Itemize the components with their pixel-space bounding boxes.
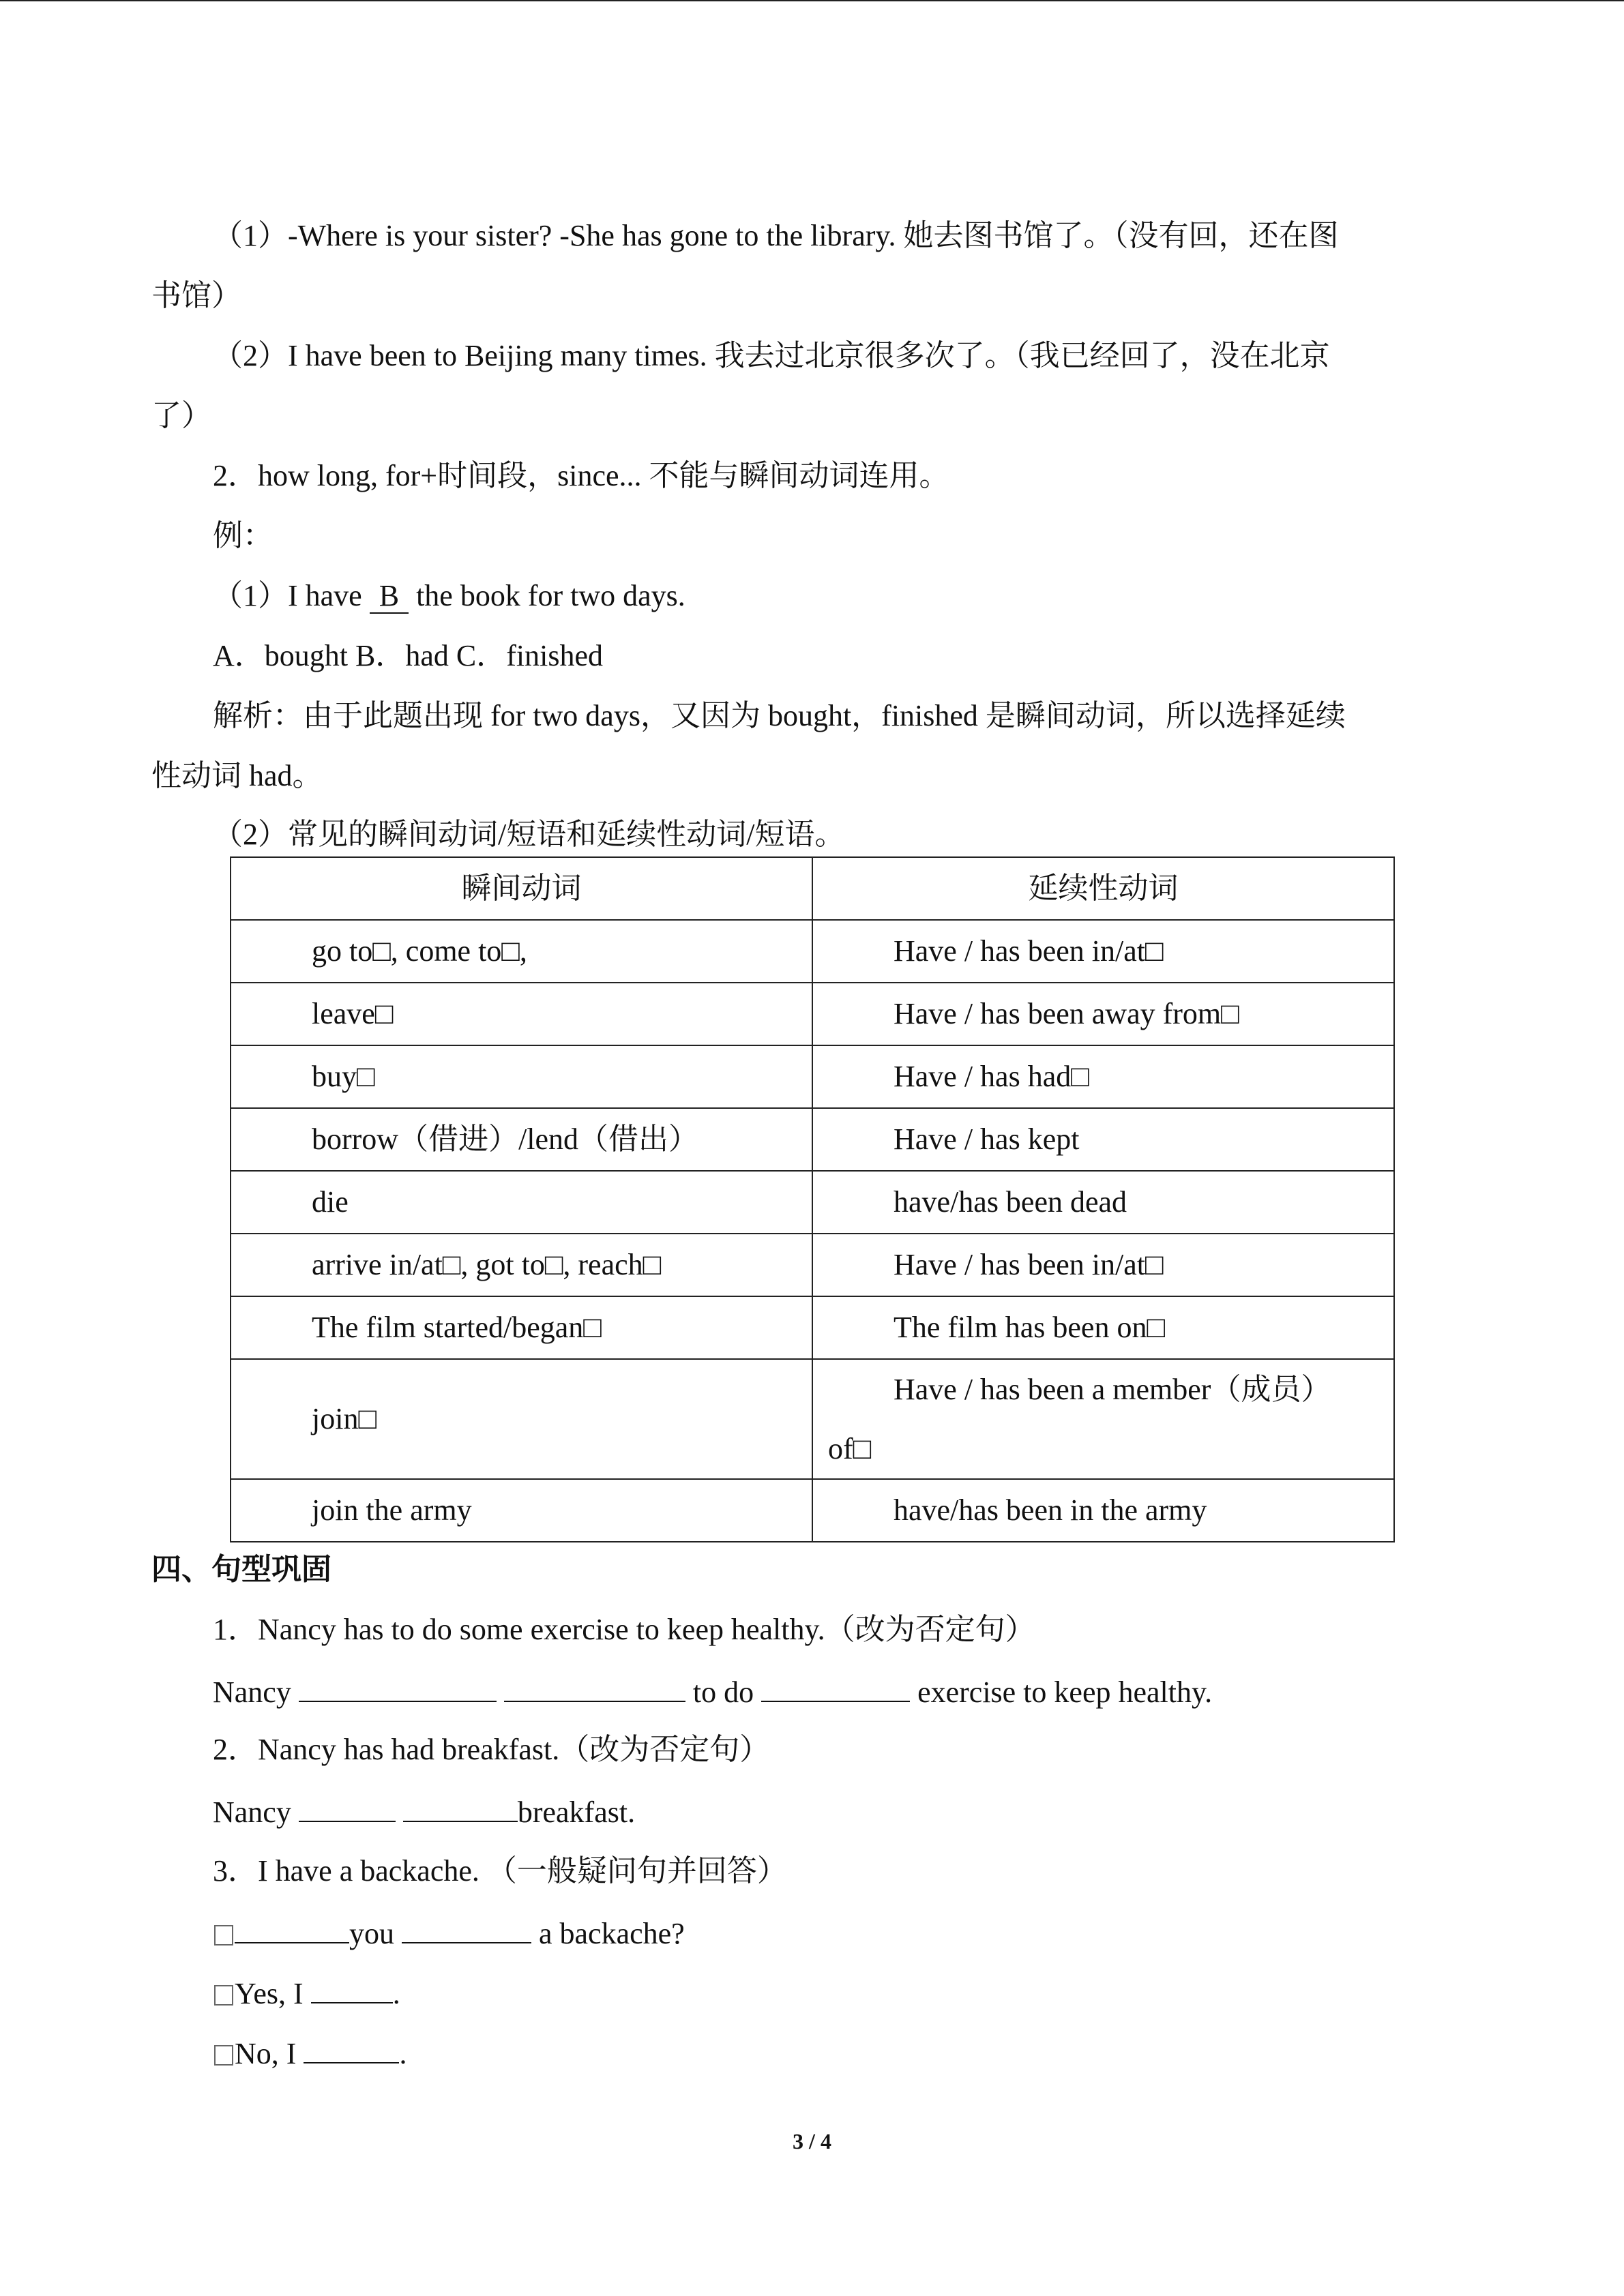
- cell-continuous: have/has been dead: [812, 1171, 1394, 1234]
- example-1-line-2: 书馆）: [151, 279, 241, 312]
- table-caption: （2）常见的瞬间动词/短语和延续性动词/短语。: [213, 818, 845, 851]
- cell-continuous: Have / has kept: [812, 1108, 1394, 1171]
- exercise-3-yes-text: Yes, I: [235, 1977, 304, 2010]
- cell-continuous: have/has been in the army: [812, 1479, 1394, 1542]
- exercise-3-blank-2[interactable]: [402, 1915, 531, 1943]
- cell-continuous: Have / has been in/at□: [812, 1234, 1394, 1296]
- cell-continuous-line-1: Have / has been a member（成员）: [894, 1373, 1331, 1406]
- point-2: 2．how long, for+时间段，since... 不能与瞬间动词连用。: [213, 459, 949, 492]
- exercise-2-prompt: 2．Nancy has had breakfast.（改为否定句）: [213, 1733, 770, 1766]
- analysis-line-1: 解析：由于此题出现 for two days，又因为 bought，finished 是瞬间动词，所以选择延续: [213, 699, 1346, 732]
- cell-continuous: Have / has been away from□: [812, 983, 1394, 1045]
- cell-instant: leave□: [231, 983, 812, 1045]
- cell-instant: buy□: [231, 1045, 812, 1108]
- exercise-1-answer-line: [213, 1663, 1536, 1723]
- question-1-text-after: the book for two days.: [409, 579, 685, 612]
- cell-continuous-line-2: of□: [828, 1432, 872, 1465]
- table-row: [231, 1479, 1394, 1542]
- exercise-1-blank-3[interactable]: [761, 1673, 910, 1702]
- table-row: [231, 1171, 1394, 1234]
- table-header-row: [231, 857, 1394, 920]
- example-2-line-1: （2）I have been to Beijing many times. 我去过北京很多次了。（我已经回了，没在北京: [213, 339, 1330, 372]
- exercise-1-part-3: exercise to keep healthy.: [917, 1675, 1213, 1709]
- example-label: 例：: [213, 519, 273, 552]
- cell-instant: borrow（借进）/lend（借出）: [231, 1108, 812, 1171]
- table-row: [231, 983, 1394, 1045]
- exercise-3-yes-line: [213, 1964, 1536, 2024]
- exercise-2-blank-2[interactable]: [403, 1793, 518, 1822]
- question-1-options: A．bought B．had C．finished: [213, 639, 603, 672]
- question-1: [213, 566, 1536, 626]
- exercise-2-part-1: Nancy: [213, 1795, 291, 1829]
- example-2-line-2: 了）: [151, 399, 211, 432]
- exercise-2-answer-line: [213, 1783, 1536, 1843]
- question-1-answer: B: [370, 579, 409, 614]
- table-row: [231, 1045, 1394, 1108]
- placeholder-box: [214, 1985, 233, 2006]
- cell-instant: The film started/began□: [231, 1296, 812, 1359]
- table-row: [231, 1296, 1394, 1359]
- exercise-1-blank-1[interactable]: [299, 1673, 497, 1702]
- cell-continuous: [812, 1359, 1394, 1479]
- table-row: [231, 1234, 1394, 1296]
- table-row: [231, 920, 1394, 983]
- exercise-3-no-period: .: [399, 2037, 407, 2070]
- page-number: 3 / 4: [793, 2129, 831, 2153]
- exercise-2-blank-1[interactable]: [299, 1793, 396, 1822]
- table-row: [231, 1359, 1394, 1479]
- exercise-1-part-1: Nancy: [213, 1675, 291, 1709]
- cell-continuous: The film has been on□: [812, 1296, 1394, 1359]
- exercise-3-yes-period: .: [392, 1977, 400, 2010]
- exercise-3-question-line: [213, 1904, 1536, 1964]
- exercise-3-blank-1[interactable]: [235, 1915, 349, 1943]
- cell-instant: die: [231, 1171, 812, 1234]
- exercise-3-no-blank[interactable]: [304, 2035, 399, 2063]
- placeholder-box: [214, 1925, 233, 1945]
- exercise-3-part-2: a backache?: [539, 1917, 685, 1950]
- exercise-1-prompt: 1．Nancy has to do some exercise to keep healthy.（改为否定句）: [213, 1613, 1035, 1646]
- placeholder-box: [214, 2045, 233, 2066]
- header-continuous-verbs: 延续性动词: [812, 857, 1394, 920]
- exercise-3-no-text: No, I: [235, 2037, 297, 2070]
- table-row: [231, 1108, 1394, 1171]
- analysis-line-2: 性动词 had。: [151, 759, 323, 792]
- exercise-1-blank-2[interactable]: [504, 1673, 685, 1702]
- header-instant-verbs: 瞬间动词: [231, 857, 812, 920]
- exercise-3-prompt: 3．I have a backache. （一般疑问句并回答）: [213, 1854, 787, 1888]
- exercise-3-yes-blank[interactable]: [311, 1975, 393, 2003]
- exercise-3-no-line: [213, 2024, 1536, 2084]
- section-four-heading: 四、句型巩固: [151, 1552, 331, 1587]
- cell-instant: arrive in/at□, got to□, reach□: [231, 1234, 812, 1296]
- cell-instant: join□: [231, 1359, 812, 1479]
- cell-continuous: Have / has had□: [812, 1045, 1394, 1108]
- cell-instant: go to□, come to□,: [231, 920, 812, 983]
- exercise-1-part-2: to do: [692, 1675, 754, 1709]
- question-1-text-before: （1）I have: [213, 579, 370, 612]
- exercise-2-part-2: breakfast.: [517, 1795, 636, 1829]
- verb-table: [230, 856, 1395, 1542]
- cell-instant: join the army: [231, 1479, 812, 1542]
- example-1-line-1: （1）-Where is your sister? -She has gone to the library. 她去图书馆了。（没有回，还在图: [213, 219, 1339, 252]
- cell-continuous: Have / has been in/at□: [812, 920, 1394, 983]
- exercise-3-part-1: you: [349, 1917, 394, 1950]
